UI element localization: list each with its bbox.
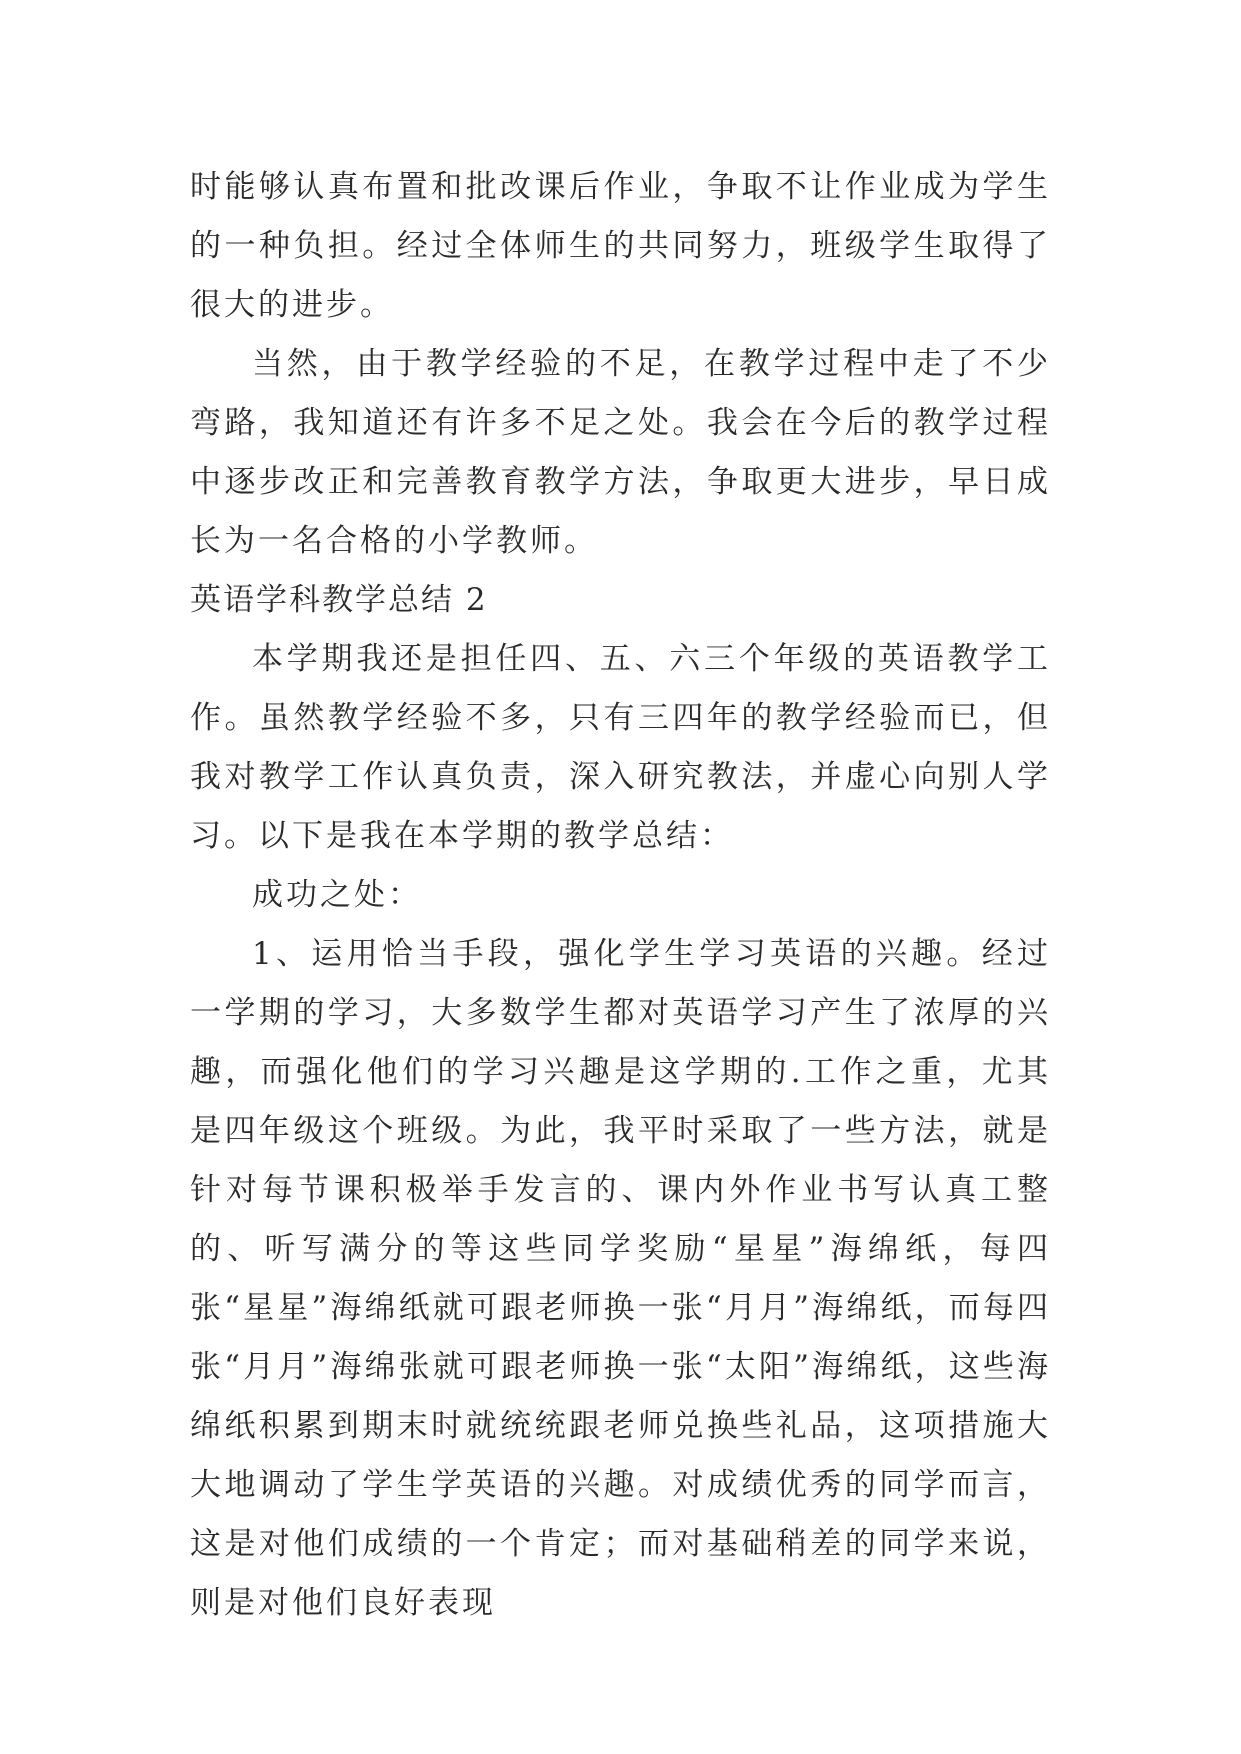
paragraph-reflection: 当然，由于教学经验的不足，在教学过程中走了不少弯路，我知道还有许多不足之处。我会在今后的教学过程中逐步改正和完善教育教学方法，争取更大进步，早日成长为一名合格的小学教师。 [190,346,1051,559]
paragraph-intro: 本学期我还是担任四、五、六三个年级的英语教学工作。虽然教学经验不多，只有三四年的教学经验而已，但我对教学工作认真负责，深入研究教法，并虚心向别人学习。以下是我在本学期的教学总结： [190,641,1051,854]
paragraph-continuation: 时能够认真布置和批改课后作业，争取不让作业成为学生的一种负担。经过全体师生的共同努力，班级学生取得了很大的进步。 [190,169,1051,323]
paragraph-point-1: 1、运用恰当手段，强化学生学习英语的兴趣。经过一学期的学习，大多数学生都对英语学习产生了浓厚的兴趣，而强化他们的学习兴趣是这学期的.工作之重，尤其是四年级这个班级。为此，我平时采取了一些方法，就是针对每节课积极举手发言的、课内外作业书写认真工整的、听写满分的等这些同学奖励“星星”海绵纸，每四张“星星”海绵纸就可跟老师换一张“月月”海绵纸，而每四张“月月”海绵张就可跟老师换一张“太阳”海绵纸，这些海绵纸积累到期末时就统统跟老师兑换些礼品，这项措施大大地调动了学生学英语的兴趣。对成绩优秀的同学而言，这是对他们成绩的一个肯定；而对基础稍差的同学来说，则是对他们良好表现 [190,936,1051,1621]
paragraph-success-heading: 成功之处： [252,877,422,913]
section-title: 英语学科教学总结 2 [190,582,488,618]
